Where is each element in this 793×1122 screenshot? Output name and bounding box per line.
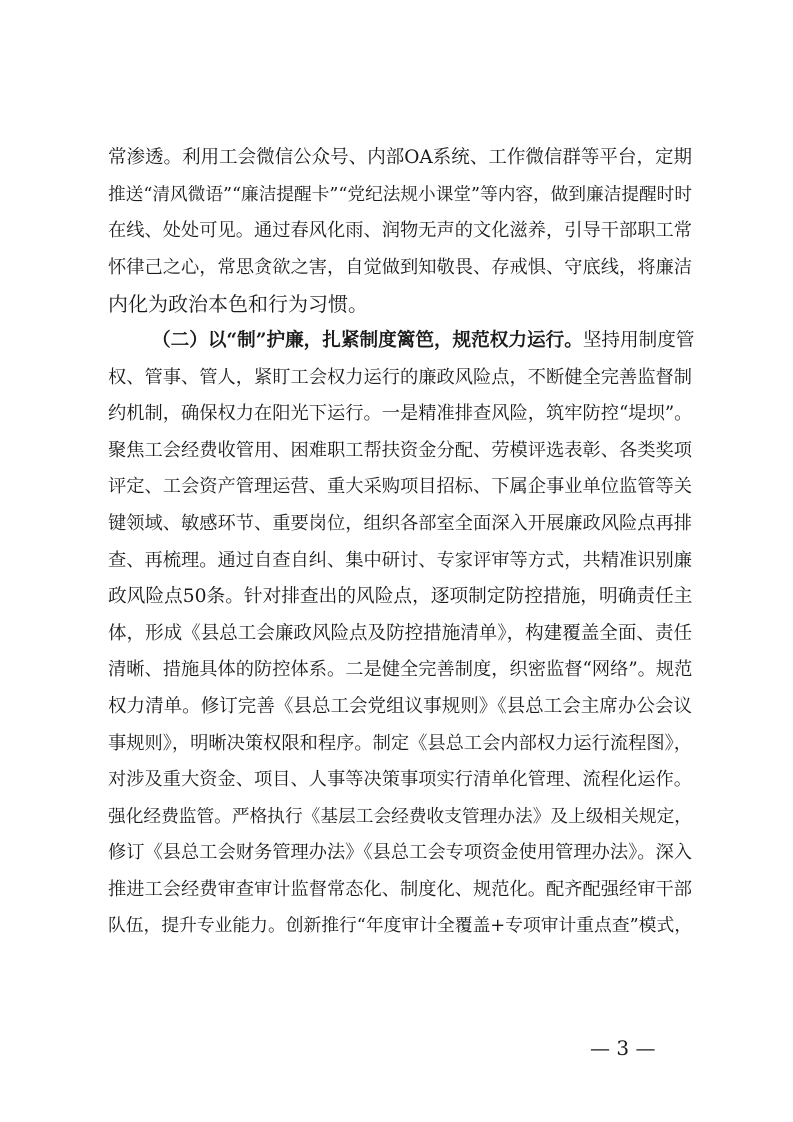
text-line (108, 323, 695, 360)
text-line: 修订《县总工会财务管理办法》《县总工会专项资金使用管理办法》。深入 (108, 842, 692, 864)
text-line: 体，形成《县总工会廉政风险点及防控措施清单》，构建覆盖全面、责任 (108, 622, 692, 644)
text-line: 推送“清风微语”“廉洁提醒卡”“党纪法规小课堂”等内容，做到廉洁提醒时时 (108, 184, 692, 205)
text-line: 政风险点50条。针对排查出的风险点，逐项制定防控措施，明确责任主 (108, 586, 693, 608)
text-line: 队伍，提升专业能力。创新推行“年度审计全覆盖+专项审计重点查”模式， (108, 915, 692, 937)
text-line: 键领域、敏感环节、重要岗位，组织各部室全面深入开展廉政风险点再排 (108, 512, 692, 534)
text-line: 在线、处处可见。通过春风化雨、润物无声的文化滋养，引导干部职工常 (108, 220, 692, 242)
paragraph-1 (108, 140, 692, 323)
text-line: 评定、工会资产管理运营、重大采购项目招标、下属企事业单位监管等关 (108, 476, 692, 498)
text-line: 权、管事、管人，紧盯工会权力运行的廉政风险点，不断健全完善监督制 (108, 366, 692, 388)
text-line: 清晰、措施具体的防控体系。二是健全完善制度，织密监督“网络”。规范 (108, 659, 693, 681)
text-line: 权力清单。修订完善《县总工会党组议事规则》《县总工会主席办公会议 (108, 695, 692, 717)
text-line: 常渗透。利用工会微信公众号、内部OA系统、工作微信群等平台，定期 (108, 147, 692, 168)
text-line: 怀律己之心，常思贪欲之害，自觉做到知敬畏、存戒惧、守底线，将廉洁 (108, 256, 692, 278)
text-line: 查、再梳理。通过自查自纠、集中研讨、专家评审等方式，共精准识别廉 (108, 549, 692, 571)
text-line: 对涉及重大资金、项目、人事等决策事项实行清单化管理、流程化运作。 (108, 769, 692, 791)
heading-continuation: 坚持用制度管 (582, 329, 695, 351)
section-heading: （二）以“制”护廉，扎紧制度篱笆，规范权力运行。 (152, 329, 583, 351)
paragraph-2 (108, 323, 695, 945)
text-line: 内化为政治本色和行为习惯。 (108, 292, 368, 317)
text-line: 约机制，确保权力在阳光下运行。一是精准排查风险，筑牢防控“堤坝”。 (108, 403, 693, 425)
text-line: 强化经费监管。严格执行《基层工会经费收支管理办法》及上级相关规定， (108, 806, 692, 827)
text-line: 事规则》，明晰决策权限和程序。制定《县总工会内部权力运行流程图》， (108, 732, 692, 754)
text-line: 推进工会经费审查审计监督常态化、制度化、规范化。配齐配强经审干部 (108, 878, 692, 900)
body-text (108, 140, 695, 945)
text-line: 聚焦工会经费收管用、困难职工帮扶资金分配、劳模评选表彰、各类奖项 (108, 439, 692, 461)
page-number: — 3 — (590, 1036, 656, 1060)
